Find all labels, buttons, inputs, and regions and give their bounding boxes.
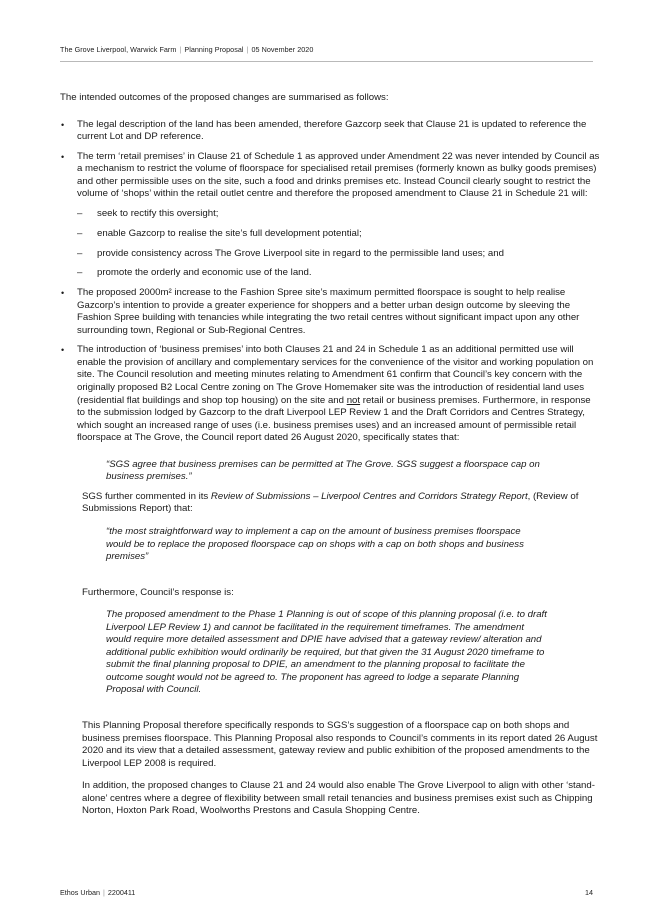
page-number: 14 [585, 888, 593, 897]
footer-job-number: 2200411 [107, 888, 136, 897]
bullet-item [60, 287, 600, 337]
header-separator: | [246, 45, 249, 54]
sub-list-text: seek to rectify this oversight; [97, 207, 219, 219]
sgs-comment-text: SGS further commented in its [82, 490, 211, 502]
sub-list-item [77, 208, 600, 221]
dash-icon: – [77, 247, 83, 259]
bullet-icon: • [61, 288, 65, 299]
sub-list [77, 208, 600, 280]
underlined-word: not [346, 394, 361, 406]
response-paragraph: This Planning Proposal therefore specifically responds to SGS’s suggestion of a floorspace cap on both shops and business premises floorspace. This Planning Proposal also responds to Council’s comments in its report dated 26 August 2020 and its view that a detailed assessment, gateway review and public exhibition of the proposed amendments to the Liverpool LEP 2008 is required. [82, 719, 598, 769]
council-response-heading: Furthermore, Council’s response is: [82, 586, 234, 598]
bullet-text: The legal description of the land has been amended, therefore Gazcorp seek that Clause 21 is updated to reference the current Lot and DP reference. [77, 118, 587, 143]
bullet-icon: • [61, 345, 65, 356]
header-doc-type: Planning Proposal [184, 45, 244, 54]
sub-list-item [77, 267, 600, 280]
page-header [60, 45, 593, 54]
sub-list-item [77, 248, 600, 261]
bullet-item [60, 344, 600, 444]
bullet-text: The term ‘retail premises’ in Clause 21 of Schedule 1 as approved under Amendment 22 was never intended by Council as a mechanism to restrict the volume of floorspace for specialised retail premises (formerly known as bulky goods premises) and other permissible uses on the site, such a food and drinks premises etc. Instead Council clearly sought to restrict the volume of ‘shops’ within the retail outlet centre and therefore the proposed amendment to Clause 21 in Schedule 21 will: [77, 150, 600, 200]
intro-paragraph: The intended outcomes of the proposed changes are summarised as follows: [60, 92, 389, 103]
bullet-item [60, 151, 600, 280]
header-separator: | [179, 45, 182, 54]
bullet-text: The proposed 2000m² increase to the Fashion Spree site’s maximum permitted floorspace is sought to help realise Gazcorp’s intention to provide a greater experience for shoppers and a better urban design outcome by sleeving the Fashion Spree building with tenancies while integrating the two retail centres without significant impact upon any other surrounding town, Regional or Sub-Regional Centres. [77, 287, 580, 336]
sgs-comment-text: , (Review of Submissions Report) that: [82, 490, 579, 515]
quote-sgs-agree: “SGS agree that business premises can be permitted at The Grove. SGS suggest a floorspace cap on business premises.” [106, 458, 540, 483]
bullet-text-part: The introduction of ‘business premises’ into both Clauses 21 and 24 in Schedule 1 as an additional permitted use will enable the provision of ancillary and complementary services for the convenience of the visitor and working population on site. The Council resolution and meeting minutes relating to Amendment 61 confirm that Council’s key concern with the originally proposed B2 Local Centre zoning on The Grove Homemaker site was the introduction of residential land uses (residential flat buildings and shop top housing) on the site and [77, 344, 594, 406]
document-body [60, 92, 600, 818]
footer-company: Ethos Urban [60, 888, 100, 897]
bullet-text-part: retail or business premises. Furthermore, in response to the submission lodged by Gazcorp to the draft Liverpool LEP Review 1 and the Draft Corridors and Centres Strategy, which sought an increased range of uses (i.e. business premises uses) and an increased amount of permissible retail floorspace at The Grove, the Council report dated 26 August 2020, specifically states that: [77, 394, 591, 444]
sgs-comment-paragraph [60, 491, 600, 516]
page-footer [60, 888, 593, 897]
quote-council-response: The proposed amendment to the Phase 1 Planning is out of scope of this planning proposal (i.e. to draft Liverpool LEP Review 1) and cannot be facilitated in the requirement timeframes. The amendment would require more detailed assessment and DPIE have advised that a gateway review/ alteration and additional public exhibition would ordinarily be required, but that given the 31 August 2020 timeframe to submit the final planning proposal to DPIE, an amendment to the planning proposal to facilitate the outcome sought would not be agreed to. The proponent has agreed to lodge a separate Planning Proposal with Council. [106, 609, 547, 696]
header-divider [60, 61, 593, 62]
bullet-item [60, 119, 600, 144]
bullet-icon: • [61, 151, 65, 162]
footer-separator: | [102, 888, 105, 897]
report-title: Review of Submissions – Liverpool Centres and Corridors Strategy Report [210, 490, 528, 502]
quote-sgs-cap: “the most straightforward way to implement a cap on the amount of business premises floorspace would be to replace the proposed floorspace cap on shops with a cap on both shops and business premises” [106, 525, 524, 563]
addition-paragraph: In addition, the proposed changes to Clause 21 and 24 would also enable The Grove Liverpool to align with other ‘stand-alone’ centres where a degree of flexibility between small retail tenancies and business premises exist such as Chipping Norton, Hoxton Park Road, Woolworths Prestons and Casula Shopping Centre. [82, 780, 595, 817]
header-doc-title: The Grove Liverpool, Warwick Farm [60, 45, 177, 54]
dash-icon: – [77, 227, 83, 239]
sub-list-text: provide consistency across The Grove Liverpool site in regard to the permissible land uses; and [97, 247, 504, 259]
bullet-text [77, 344, 600, 444]
dash-icon: – [77, 207, 83, 219]
header-date: 05 November 2020 [251, 45, 314, 54]
sub-list-text: promote the orderly and economic use of the land. [97, 267, 312, 279]
bullet-icon: • [61, 119, 65, 130]
sub-list-item [77, 228, 600, 241]
sub-list-text: enable Gazcorp to realise the site’s full development potential; [97, 227, 362, 239]
dash-icon: – [77, 267, 83, 279]
